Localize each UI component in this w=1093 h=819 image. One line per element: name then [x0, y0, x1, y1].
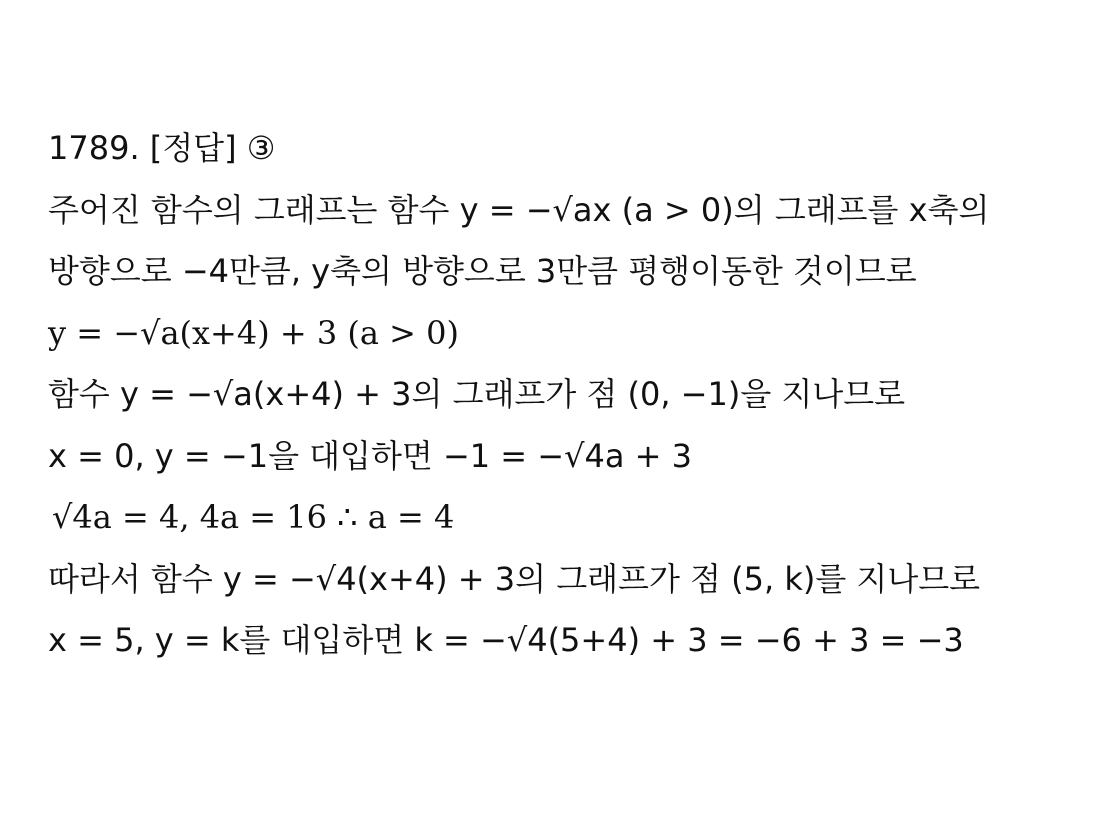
- equation-line-1: y = −√a(x+4) + 3 (a > 0): [48, 313, 459, 352]
- equation-line-2: x = 0, y = −1을 대입하면 −1 = −√4a + 3: [48, 436, 692, 475]
- final-answer-line: x = 5, y = k를 대입하면 k = −√4(5+4) + 3 = −6 + 3 = −3: [48, 621, 964, 659]
- solution-line-2: 방향으로 −4만큼, y축의 방향으로 3만큼 평행이동한 것이므로: [48, 252, 917, 290]
- solution-line-3: 함수 y = −√a(x+4) + 3의 그래프가 점 (0, −1)을 지나므로: [48, 375, 906, 413]
- solution-line-4: 따라서 함수 y = −√4(x+4) + 3의 그래프가 점 (5, k)를 지나므로: [48, 559, 981, 598]
- answer-header: 1789. [정답] ③: [48, 129, 276, 167]
- solution-line-1: 주어진 함수의 그래프는 함수 y = −√ax (a > 0)의 그래프를 x축의: [48, 190, 990, 229]
- equation-line-3: √4a = 4, 4a = 16 ∴ a = 4: [52, 498, 455, 536]
- solution-text: [48, 118, 1078, 672]
